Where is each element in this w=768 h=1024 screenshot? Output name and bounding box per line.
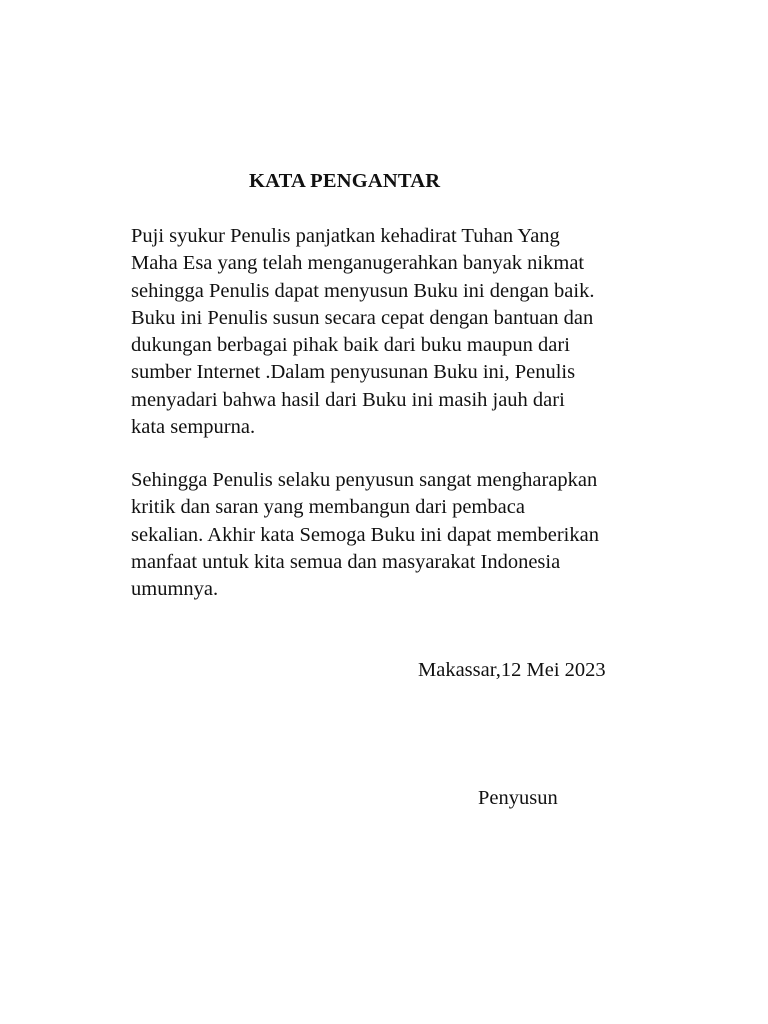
paragraph-line: Buku ini Penulis susun secara cepat dengan bantuan dan [131,306,594,329]
signature-label: Penyusun [478,787,558,809]
paragraph-line: Sehingga Penulis selaku penyusun sangat mengharapkan [131,469,598,491]
paragraph-2 [131,467,651,603]
place-date: Makassar,12 Mei 2023 [418,659,606,681]
paragraph-line: sekalian. Akhir kata Semoga Buku ini dapat memberikan [131,523,599,546]
paragraph-1 [131,223,651,441]
paragraph-line: kata sempurna. [131,416,256,439]
paragraph-line: manfaat untuk kita semua dan masyarakat Indonesia [131,550,561,573]
document-title: KATA PENGANTAR [249,170,441,192]
paragraph-line: Puji syukur Penulis panjatkan kehadirat Tuhan Yang [131,225,560,247]
paragraph-line: dukungan berbagai pihak baik dari buku maupun dari [131,334,570,357]
paragraph-line: umumnya. [131,578,219,601]
paragraph-line: menyadari bahwa hasil dari Buku ini masih jauh dari [131,388,565,411]
paragraph-line: sumber Internet .Dalam penyusunan Buku ini, Penulis [131,361,576,384]
paragraph-line: Maha Esa yang telah menganugerahkan banyak nikmat [131,252,585,275]
paragraph-line: kritik dan saran yang membangun dari pembaca [131,496,525,519]
paragraph-line: sehingga Penulis dapat menyusun Buku ini dengan baik. [131,279,595,302]
